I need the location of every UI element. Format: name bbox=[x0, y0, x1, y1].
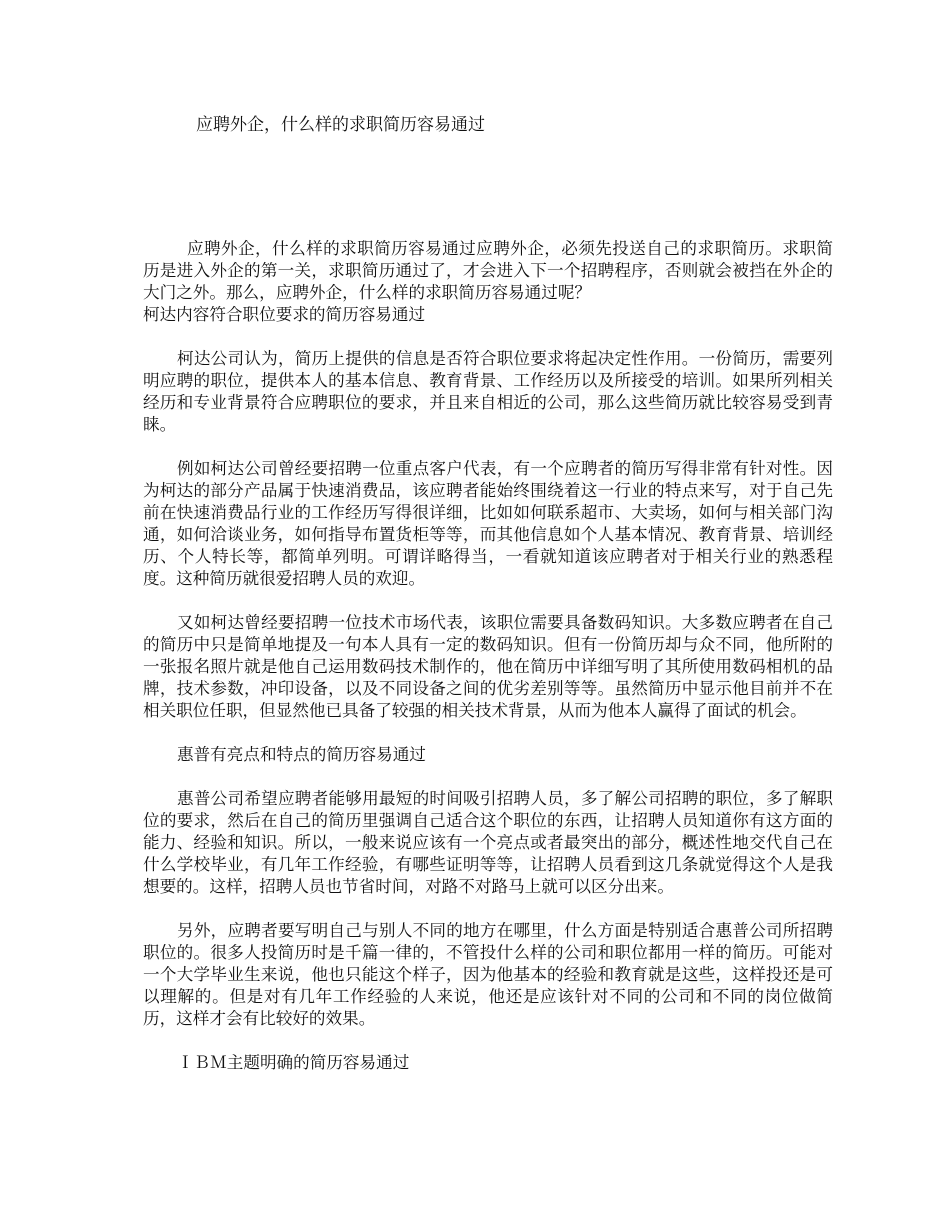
document-title: 应聘外企，什么样的求职简历容易通过 bbox=[196, 115, 485, 135]
section-heading-kodak: 柯达内容符合职位要求的简历容易通过 bbox=[143, 305, 426, 324]
section-heading-hp: 惠普有亮点和特点的简历容易通过 bbox=[177, 745, 426, 764]
intro-paragraph: 应聘外企，什么样的求职简历容易通过应聘外企，必须先投送自己的求职简历。求职简历是进入外企的第一关，求职简历通过了，才会进入下一个招聘程序，否则就会被挡在外企的大门之外。那么，应聘外企，什么样的求职简历容易通过呢？ bbox=[143, 239, 833, 302]
kodak-paragraph-1: 柯达公司认为，简历上提供的信息是否符合职位要求将起决定性作用。一份简历，需要列明应聘的职位，提供本人的基本信息、教育背景、工作经历以及所接受的培训。如果所列相关经历和专业背景符合应聘职位的要求，并且来自相近的公司，那么这些简历就比较容易受到青睐。 bbox=[143, 349, 833, 434]
kodak-paragraph-2: 例如柯达公司曾经要招聘一位重点客户代表，有一个应聘者的简历写得非常有针对性。因为柯达的部分产品属于快速消费品，该应聘者能始终围绕着这一行业的特点来写，对于自己先前在快速消费品行业的工作经历写得很详细，比如如何联系超市、大卖场，如何与相关部门沟通，如何洽谈业务，如何指导布置货柜等等，而其他信息如个人基本情况、教育背景、培训经历、个人特长等，都简单列明。可谓详略得当，一看就知道该应聘者对于相关行业的熟悉程度。这种简历就很爱招聘人员的欢迎。 bbox=[143, 459, 833, 588]
hp-paragraph-1: 惠普公司希望应聘者能够用最短的时间吸引招聘人员，多了解公司招聘的职位，多了解职位的要求，然后在自己的简历里强调自己适合这个职位的东西，让招聘人员知道你有这方面的能力、经验和知识。所以，一般来说应该有一个亮点或者最突出的部分，概述性地交代自己在什么学校毕业，有几年工作经验，有哪些证明等等，让招聘人员看到这几条就觉得这个人是我想要的。这样，招聘人员也节省时间，对路不对路马上就可以区分出来。 bbox=[143, 789, 833, 896]
hp-paragraph-2: 另外，应聘者要写明自己与别人不同的地方在哪里，什么方面是特别适合惠普公司所招聘职位的。很多人投简历时是千篇一律的，不管投什么样的公司和职位都用一样的简历。可能对一个大学毕业生来说，他也只能这个样子，因为他基本的经验和教育就是这些，这样投还是可以理解的。但是对有几年工作经验的人来说，他还是应该针对不同的公司和不同的岗位做简历，这样才会有比较好的效果。 bbox=[143, 921, 833, 1028]
section-heading-ibm: ＩＢＭ主题明确的简历容易通过 bbox=[177, 1053, 410, 1072]
document-body bbox=[143, 238, 833, 1096]
kodak-paragraph-3: 又如柯达曾经要招聘一位技术市场代表，该职位需要具备数码知识。大多数应聘者在自己的简历中只是简单地提及一句本人具有一定的数码知识。但有一份简历却与众不同，他所附的一张报名照片就是他自己运用数码技术制作的，他在简历中详细写明了其所使用数码相机的品牌，技术参数，冲印设备，以及不同设备之间的优劣差别等等。虽然简历中显示他目前并不在相关职位任职，但显然他已具备了较强的相关技术背景，从而为他本人赢得了面试的机会。 bbox=[143, 613, 833, 720]
